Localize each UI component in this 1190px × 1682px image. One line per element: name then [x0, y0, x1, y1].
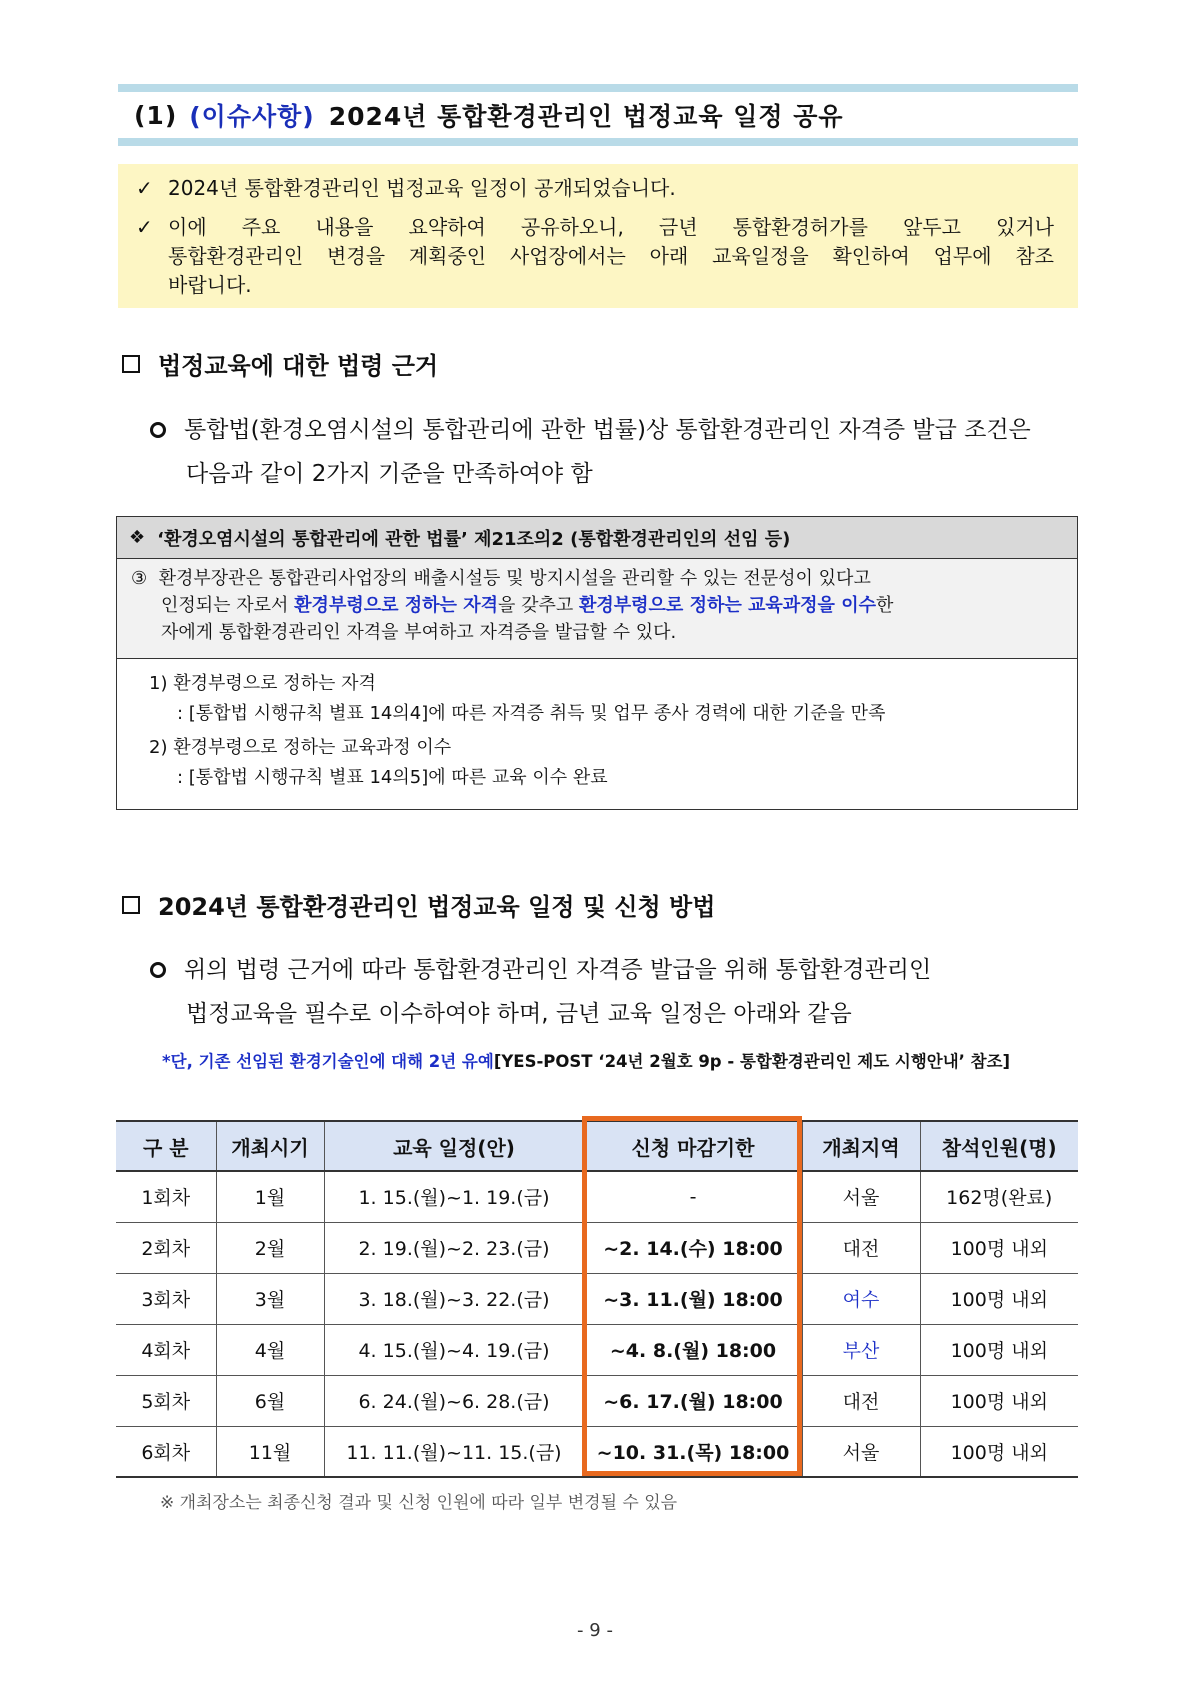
section-title-band [118, 84, 1078, 146]
table-row: 4회차 4월 4. 15.(월)~4. 19.(금) ~4. 8.(월) 18:00 부산 100명 내외 [116, 1324, 1078, 1375]
table-row: 3회차 3월 3. 18.(월)~3. 22.(금) ~3. 11.(월) 18:00 여수 100명 내외 [116, 1273, 1078, 1324]
table-row: 6회차 11월 11. 11.(월)~11. 15.(금) ~10. 31.(목) 18:00 서울 100명 내외 [116, 1426, 1078, 1477]
title-text: 2024년 통합환경관리인 법정교육 일정 공유 [328, 102, 844, 131]
grace-period-remark: *단, 기존 선임된 환경기술인에 대해 2년 유예[YES-POST ‘24년 2월호 9p - 통합환경관리인 제도 시행안내’ 참조] [162, 1052, 1011, 1071]
header-attendees: 참석인원(명) [920, 1121, 1078, 1171]
legal-basis-bullet: 통합법(환경오염시설의 통합관리에 관한 법률)상 통합환경관리인 자격증 발급 조건은 다음과 같이 2가지 기준을 만족하여야 함 [150, 408, 1078, 496]
requirement-2-detail: : [통합법 시행규칙 별표 14의5]에 따른 교육 이수 완료 [177, 767, 608, 788]
law-excerpt-box [116, 516, 1078, 810]
square-bullet-icon [122, 355, 140, 373]
section-heading-schedule: 2024년 통합환경관리인 법정교육 일정 및 신청 방법 [118, 887, 715, 922]
circled-number: ③ [131, 568, 148, 589]
header-month: 개최시기 [216, 1121, 324, 1171]
requirement-1: 1) 환경부령으로 정하는 자격 [149, 673, 376, 694]
law-article-text: ③ 환경부장관은 통합관리사업장의 배출시설등 및 방지시설을 관리할 수 있는 전문성이 있다고 인정되는 자로서 환경부령으로 정하는 자격을 갖추고 환경부령으로 정하는 교육과정을 이수한 자에게 통합환경관리인 자격을 부여하고 자격증을 발급할 수 있다. [117, 559, 1077, 659]
schedule-table [116, 1120, 1078, 1478]
requirement-2: 2) 환경부령으로 정하는 교육과정 이수 [149, 737, 452, 758]
law-requirements [117, 659, 1077, 809]
table-row: 2회차 2월 2. 19.(월)~2. 23.(금) ~2. 14.(수) 18:00 대전 100명 내외 [116, 1222, 1078, 1273]
header-region: 개최지역 [802, 1121, 920, 1171]
title-issue-tag: (이슈사항) [189, 102, 315, 131]
square-bullet-icon [122, 896, 140, 914]
header-round: 구 분 [116, 1121, 216, 1171]
schedule-bullet: 위의 법령 근거에 따라 통합환경관리인 자격증 발급을 위해 통합환경관리인 법정교육을 필수로 이수하여야 하며, 금년 교육 일정은 아래와 같음 [150, 948, 1078, 1036]
summary-note [118, 164, 1078, 308]
header-deadline: 신청 마감기한 [584, 1121, 802, 1171]
header-dates: 교육 일정(안) [324, 1121, 584, 1171]
check-icon: ✓ [136, 176, 153, 200]
diamond-bullet-icon: ❖ [129, 527, 146, 548]
circle-bullet-icon [150, 422, 166, 438]
requirement-1-detail: : [통합법 시행규칙 별표 14의4]에 따른 자격증 취득 및 업무 종사 경력에 대한 기준을 만족 [177, 703, 886, 724]
page-number: - 9 - [577, 1620, 613, 1641]
emphasis-course: 환경부령으로 정하는 교육과정을 이수 [578, 595, 876, 616]
section-heading-legal-basis: 법정교육에 대한 법령 근거 [118, 346, 438, 381]
note-line-1: ✓ 2024년 통합환경관리인 법정교육 일정이 공개되었습니다. [136, 174, 1054, 203]
note-line-2: ✓ 이에 주요 내용을 요약하여 공유하오니, 금년 통합환경허가를 앞두고 있거나 통합환경관리인 변경을 계획중인 사업장에서는 아래 교육일정을 확인하여 업무에 참조 바랍니다. [136, 213, 1054, 300]
table-row: 5회차 6월 6. 24.(월)~6. 28.(금) ~6. 17.(월) 18:00 대전 100명 내외 [116, 1375, 1078, 1426]
emphasis-qualification: 환경부령으로 정하는 자격 [294, 595, 498, 616]
law-header: ❖ ‘환경오염시설의 통합관리에 관한 법률’ 제21조의2 (통합환경관리인의 선임 등) [117, 517, 1077, 559]
table-row: 1회차 1월 1. 15.(월)~1. 19.(금) - 서울 162명(완료) [116, 1171, 1078, 1222]
title-number: (1) [134, 100, 178, 130]
circle-bullet-icon [150, 962, 166, 978]
table-header-row [116, 1121, 1078, 1171]
check-icon: ✓ [136, 215, 153, 239]
venue-footnote: ※ 개최장소는 최종신청 결과 및 신청 인원에 따라 일부 변경될 수 있음 [160, 1493, 678, 1513]
